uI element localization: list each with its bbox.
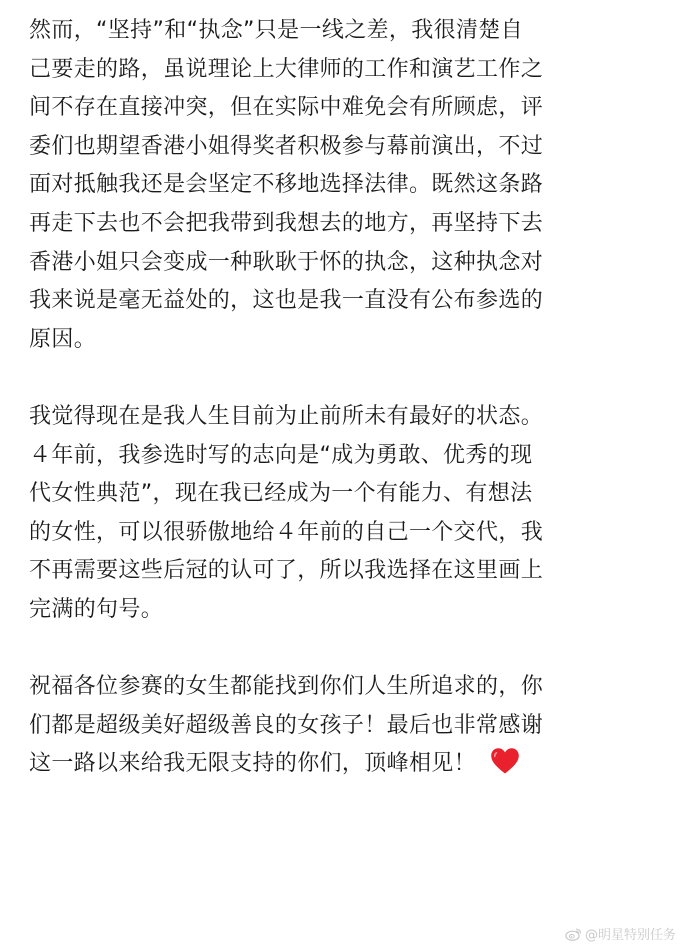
weibo-logo-icon — [565, 927, 582, 941]
text-line: 不再需要这些后冠的认可了，所以我选择在这里画上 — [29, 558, 544, 584]
text-line: 再走下去也不会把我带到我想去的地方，再坚持下去 — [29, 210, 544, 236]
text-line: 们都是超级美好超级善良的女孩子！最后也非常感谢 — [29, 712, 544, 738]
paragraph-spacer — [29, 630, 656, 669]
text-line: 香港小姐只会变成一种耿耿于怀的执念，这种执念对 — [29, 249, 544, 275]
text-line: 原因。 — [29, 326, 97, 352]
text-line: 间不存在直接冲突，但在实际中难免会有所顾虑，评 — [29, 95, 544, 121]
text-line: 面对抵触我还是会坚定不移地选择法律。既然这条路 — [29, 172, 544, 198]
paragraph-1 — [29, 12, 656, 359]
paragraph-2 — [29, 398, 656, 630]
text-line: ４年前，我参选时写的志向是“成为勇敢、优秀的现 — [29, 442, 533, 468]
closing-text: 这一路以来给我无限支持的你们，顶峰相见！ — [29, 751, 477, 777]
text-line: 委们也期望香港小姐得奖者积极参与幕前演出，不过 — [29, 133, 544, 159]
heart-shape — [491, 749, 519, 774]
closing-line — [29, 745, 656, 784]
paragraph-3 — [29, 668, 656, 784]
text-line: 然而，“坚持”和“执念”只是一线之差，我很清楚自 — [29, 18, 523, 43]
heart-icon — [490, 747, 520, 775]
watermark-text: @明星特别任务 — [584, 928, 676, 943]
text-line: 我觉得现在是我人生目前为止前所未有最好的状态。 — [29, 403, 544, 429]
text-line: 我来说是毫无益处的，这也是我一直没有公布参选的 — [29, 288, 544, 314]
text-line: 完满的句号。 — [29, 596, 164, 622]
watermark — [565, 924, 676, 943]
paragraph-spacer — [29, 359, 656, 398]
text-line: 的女性，可以很骄傲地给４年前的自己一个交代，我 — [29, 519, 544, 545]
text-line: 己要走的路，虽说理论上大律师的工作和演艺工作之 — [29, 56, 544, 82]
text-line: 祝福各位参赛的女生都能找到你们人生所追求的，你 — [29, 674, 544, 700]
text-line: 代女性典范”，现在我已经成为一个有能力、有想法 — [29, 481, 533, 507]
